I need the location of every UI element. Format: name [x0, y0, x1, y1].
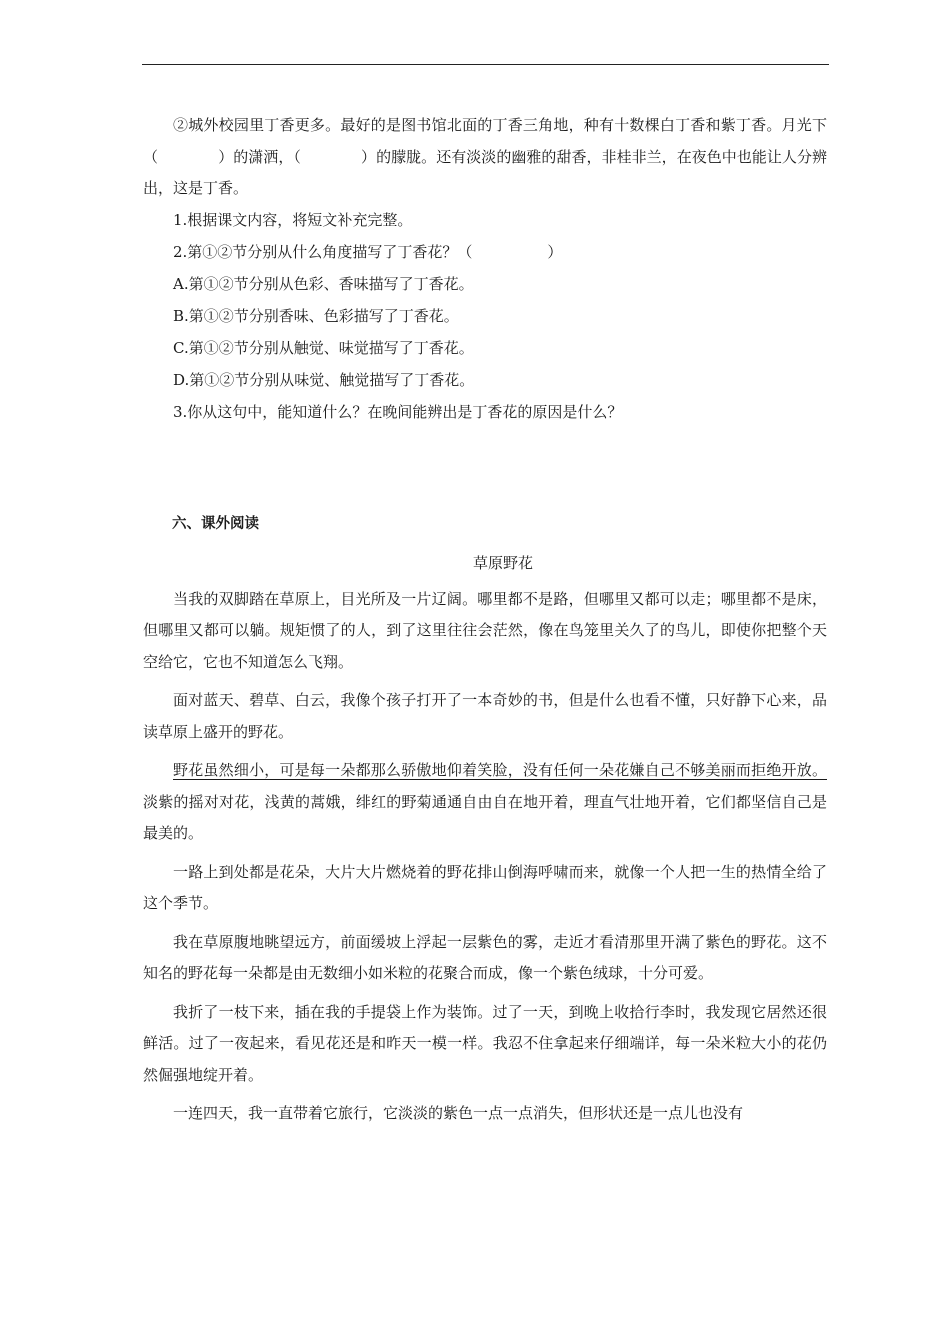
paragraph-text: ②城外校园里丁香更多。最好的是图书馆北面的丁香三角地，种有十数棵白丁香和紫丁香。月光下（: [143, 116, 827, 166]
lilac-paragraph-2: [143, 110, 827, 205]
article-paragraph-3: [143, 755, 827, 850]
question-3: 3.你从这句中，能知道什么？在晚间能辨出是丁香花的原因是什么？: [173, 402, 623, 421]
option-a: A.第①②节分别从色彩、香味描写了丁香花。: [173, 274, 474, 293]
paragraph-text: ）的潇洒，（: [218, 147, 301, 166]
question-2: 2.第①②节分别从什么角度描写了丁香花？（ ）: [173, 242, 563, 261]
article-paragraph-7: 一连四天，我一直带着它旅行，它淡淡的紫色一点一点消失，但形状还是一点儿也没有: [173, 1104, 744, 1122]
document-body: [143, 110, 827, 1130]
section-heading: 六、课外阅读: [172, 515, 259, 532]
fill-blank-2[interactable]: [301, 148, 361, 166]
underlined-sentence: 野花虽然细小，可是每一朵都那么骄傲地仰着笑脸，没有任何一朵花嫌自己不够美丽而拒绝开放。: [173, 761, 827, 779]
article-paragraph-6: 我折了一枝下来，插在我的手提袋上作为装饰。过了一天，到晚上收拾行李时，我发现它居然还很鲜活。过了一夜起来，看见花还是和昨天一模一样。我忍不住拿起来仔细端详，每一朵米粒大小的花仍然倔强地绽开着。: [143, 1002, 827, 1084]
paragraph-text: 淡紫的摇对对花，浅黄的蒿娥，绯红的野菊通通自由自在地开着，理直气壮地开着，它们都坚信自己是最美的。: [143, 792, 827, 842]
article-title: 草原野花: [472, 553, 533, 572]
option-b: B.第①②节分别香味、色彩描写了丁香花。: [173, 306, 459, 325]
option-c: C.第①②节分别从触觉、味觉描写了丁香花。: [173, 338, 474, 357]
fill-blank-1[interactable]: [158, 148, 218, 166]
header-rule: [142, 64, 829, 65]
paragraph-text: ）的朦胧。还有淡淡的幽雅的甜香，非桂非兰，在夜色中也能让人分辨出，这是丁香。: [143, 147, 827, 197]
article-paragraph-1: 当我的双脚踏在草原上，目光所及一片辽阔。哪里都不是路，但哪里又都可以走；哪里都不是床，但哪里又都可以躺。规矩惯了的人，到了这里往往会茫然，像在鸟笼里关久了的鸟儿，即使你把整个天空给它，它也不知道怎么飞翔。: [143, 589, 827, 671]
article-paragraph-5: 我在草原腹地眺望远方，前面缓坡上浮起一层紫色的雾，走近才看清那里开满了紫色的野花。这不知名的野花每一朵都是由无数细小如米粒的花聚合而成，像一个紫色绒球，十分可爱。: [143, 932, 827, 982]
article-paragraph-2: 面对蓝天、碧草、白云，我像个孩子打开了一本奇妙的书，但是什么也看不懂，只好静下心来，品读草原上盛开的野花。: [143, 691, 827, 741]
option-d: D.第①②节分别从味觉、触觉描写了丁香花。: [173, 370, 475, 389]
article-paragraph-4: 一路上到处都是花朵，大片大片燃烧着的野花排山倒海呼啸而来，就像一个人把一生的热情全给了这个季节。: [143, 862, 827, 912]
question-1: 1.根据课文内容，将短文补充完整。: [173, 210, 413, 229]
